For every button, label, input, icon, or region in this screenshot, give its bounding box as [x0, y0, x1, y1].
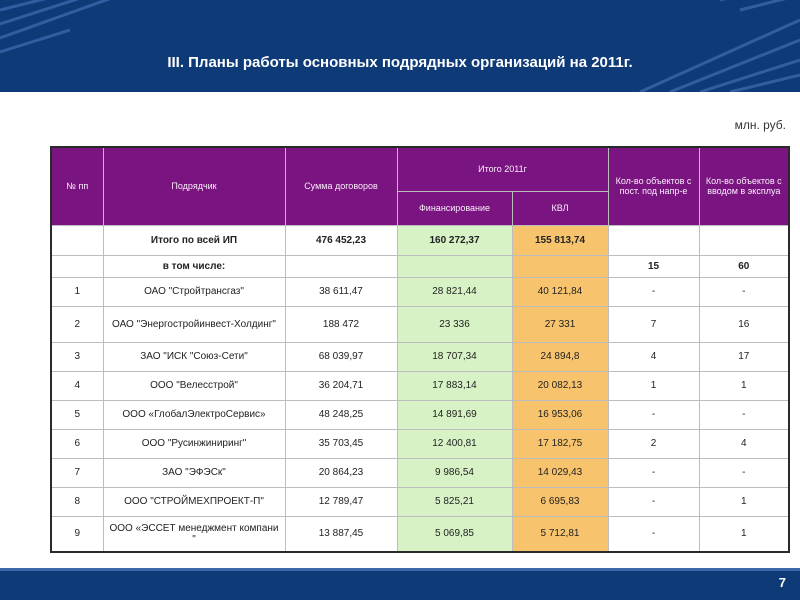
row-num: 4 — [51, 371, 103, 400]
row-financing: 5 069,85 — [397, 516, 512, 552]
row-kvl: 24 894,8 — [512, 342, 608, 371]
row-kvl: 27 331 — [512, 306, 608, 342]
row-obj1: 4 — [608, 342, 699, 371]
row-obj1: - — [608, 458, 699, 487]
row-obj1: 7 — [608, 306, 699, 342]
row-obj1: - — [608, 277, 699, 306]
row-num: 8 — [51, 487, 103, 516]
row-num: 1 — [51, 277, 103, 306]
row-contractor: ЗАО "ЭФЭСк" — [103, 458, 285, 487]
row-contract-sum: 12 789,47 — [285, 487, 397, 516]
total-financing: 160 272,37 — [397, 225, 512, 255]
header-total-2011: Итого 2011г — [397, 147, 608, 191]
row-kvl: 20 082,13 — [512, 371, 608, 400]
including-obj2: 60 — [699, 255, 789, 277]
footer-stripe — [0, 568, 800, 571]
row-kvl: 17 182,75 — [512, 429, 608, 458]
including-obj1: 15 — [608, 255, 699, 277]
row-num: 6 — [51, 429, 103, 458]
total-contract-sum: 476 452,23 — [285, 225, 397, 255]
table-row — [51, 400, 789, 429]
row-contract-sum: 20 864,23 — [285, 458, 397, 487]
row-contract-sum: 36 204,71 — [285, 371, 397, 400]
row-financing: 9 986,54 — [397, 458, 512, 487]
table-row — [51, 371, 789, 400]
row-contractor: ЗАО "ИСК "Союз-Сети" — [103, 342, 285, 371]
row-obj2: 4 — [699, 429, 789, 458]
row-contract-sum: 68 039,97 — [285, 342, 397, 371]
row-contract-sum: 188 472 — [285, 306, 397, 342]
contractors-table — [50, 146, 790, 553]
total-label: Итого по всей ИП — [103, 225, 285, 255]
row-contractor: ООО "Велесстрой" — [103, 371, 285, 400]
table-row — [51, 429, 789, 458]
page-number: 7 — [778, 575, 786, 590]
slide-title: III. Планы работы основных подрядных организаций на 2011г. — [167, 54, 633, 71]
total-kvl: 155 813,74 — [512, 225, 608, 255]
table-row — [51, 487, 789, 516]
row-obj1: 1 — [608, 371, 699, 400]
row-contractor: ОАО "Энергостройинвест-Холдинг" — [103, 306, 285, 342]
unit-label: млн. руб. — [734, 118, 786, 132]
table-row — [51, 277, 789, 306]
row-contract-sum: 38 611,47 — [285, 277, 397, 306]
row-contract-sum: 13 887,45 — [285, 516, 397, 552]
row-obj1: 2 — [608, 429, 699, 458]
row-obj2: 1 — [699, 371, 789, 400]
row-num: 7 — [51, 458, 103, 487]
slide-header — [0, 0, 800, 92]
row-financing: 14 891,69 — [397, 400, 512, 429]
row-obj2: 17 — [699, 342, 789, 371]
table-row — [51, 306, 789, 342]
row-contractor: ООО «ГлобалЭлектроСервис» — [103, 400, 285, 429]
including-label: в том числе: — [103, 255, 285, 277]
row-obj2: - — [699, 458, 789, 487]
row-kvl: 14 029,43 — [512, 458, 608, 487]
table-row — [51, 458, 789, 487]
header-num: № пп — [51, 147, 103, 225]
decorative-stripes — [0, 0, 800, 92]
header-kvl: КВЛ — [512, 191, 608, 225]
row-obj1: - — [608, 487, 699, 516]
header-financing: Финансирование — [397, 191, 512, 225]
header-objects-commissioning: Кол-во объектов с вводом в эксплуа — [699, 147, 789, 225]
row-obj1: - — [608, 516, 699, 552]
header-objects-construction: Кол-во объектов с пост. под напр-е — [608, 147, 699, 225]
row-contract-sum: 35 703,45 — [285, 429, 397, 458]
total-obj2 — [699, 225, 789, 255]
row-kvl: 6 695,83 — [512, 487, 608, 516]
row-num: 3 — [51, 342, 103, 371]
table-row — [51, 516, 789, 552]
row-contractor: ООО "СТРОЙМЕХПРОЕКТ-П" — [103, 487, 285, 516]
total-obj1 — [608, 225, 699, 255]
row-contract-sum: 48 248,25 — [285, 400, 397, 429]
row-financing: 18 707,34 — [397, 342, 512, 371]
slide-footer — [0, 568, 800, 600]
row-num: 9 — [51, 516, 103, 552]
row-kvl: 5 712,81 — [512, 516, 608, 552]
row-num: 2 — [51, 306, 103, 342]
row-obj2: 1 — [699, 516, 789, 552]
row-obj2: 16 — [699, 306, 789, 342]
row-financing: 12 400,81 — [397, 429, 512, 458]
header-contract-sum: Сумма договоров — [285, 147, 397, 225]
row-contractor: ОАО "Стройтрансгаз" — [103, 277, 285, 306]
row-obj2: - — [699, 277, 789, 306]
row-contractor: ООО "Русинжиниринг" — [103, 429, 285, 458]
row-financing: 5 825,21 — [397, 487, 512, 516]
row-financing: 28 821,44 — [397, 277, 512, 306]
table-row — [51, 342, 789, 371]
row-obj2: 1 — [699, 487, 789, 516]
row-financing: 23 336 — [397, 306, 512, 342]
row-obj1: - — [608, 400, 699, 429]
row-kvl: 40 121,84 — [512, 277, 608, 306]
row-contractor: ООО «ЭССЕТ менеджмент компани " — [103, 516, 285, 552]
row-financing: 17 883,14 — [397, 371, 512, 400]
row-kvl: 16 953,06 — [512, 400, 608, 429]
including-row — [51, 255, 789, 277]
header-contractor: Подрядчик — [103, 147, 285, 225]
total-row — [51, 225, 789, 255]
row-num: 5 — [51, 400, 103, 429]
row-obj2: - — [699, 400, 789, 429]
